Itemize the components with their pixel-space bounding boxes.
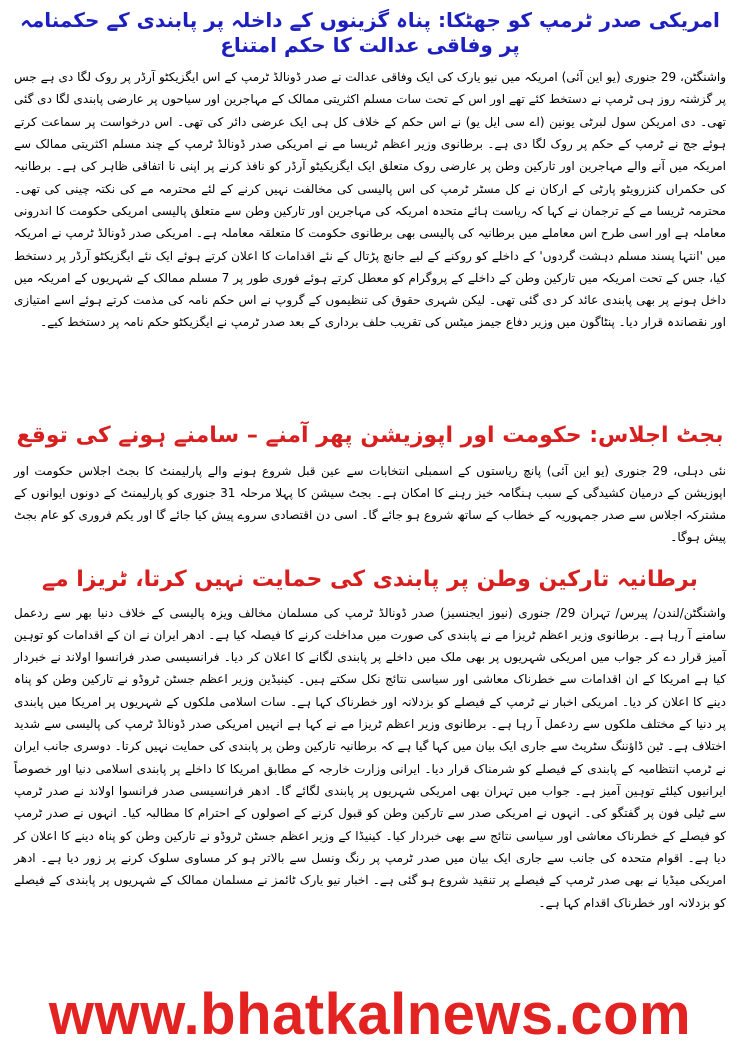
article-headline: بجٹ اجلاس: حکومت اور اپوزیشن پھر آمنے – سامنے ہونے کی توقع	[16, 423, 724, 448]
news-article-trump-court-stay	[0, 8, 740, 334]
article-headline: امریکی صدر ٹرمپ کو جھٹکا: پناہ گزینوں کے داخلہ پر پابندی کے حکمنامہ پر وفاقی عدالت کا حکم امتناع	[20, 8, 720, 57]
article-body: نئی دہلی، 29 جنوری (یو این آئی) پانچ ریاستوں کے اسمبلی انتخابات سے عین قبل شروع ہونے والے پارلیمنٹ کا بجٹ اجلاس حکومت اور اپوزیشن کے درمیان کشیدگی کے سبب ہنگامہ خیز رہنے کا امکان ہے۔ بجٹ سیشن کا پہلا مرحلہ 31 جنوری کو پارلیمنٹ کے دونوں ایوانوں کے مشترکہ اجلاس سے صدر جمہوریہ کے خطاب کے ساتھ شروع ہو جائے گا۔ اسی دن اقتصادی سروے پیش کیا جائے گا اور یکم فروری کو عام بجٹ پیش ہوگا۔	[14, 463, 726, 545]
article-body: واشنگٹن، 29 جنوری (یو این آئی) امریکہ میں نیو یارک کی ایک وفاقی عدالت نے صدر ڈونالڈ ٹرمپ کے اس ایگزیکٹو آرڈر پر روک لگا دی ہے جس پر گزشتہ روز ہی ٹرمپ نے دستخط کئے تھے اور اس کے تحت سات مسلم اکثریتی ممالک کے مہاجرین اور سیاحوں پر عارضی پابندی لگا دی گئی تھی۔ دی امریکن سول لبرٹی یونین (اے سی ایل یو) نے اس حکم کے خلاف کل ہی ایک عرضی دائر کی تھی۔ اس درخواست پر سماعت کرتے ہوئے جج نے ٹرمپ کے حکم پر روک لگا دی ہے۔ برطانوی وزیر اعظم ٹریسا مے نے امریکی صدر ڈونالڈ ٹرمپ کے چند مسلم اکثریتی ممالک سے امریکہ میں آنے والے مہاجرین اور تارکین وطن پر عارضی روک متعلق ایک ایگزیکیٹو آرڈر کو نافذ کرنے پر اپنی نا اتفاقی ظاہر کی ہے۔ برطانیہ کی حکمراں کنزرویٹو پارٹی کے ارکان نے کل مسٹر ٹرمپ کی اس پالیسی کی مخالفت نہیں کرنے کے لئے محترمہ مے کی نکتہ چینی کی تھی۔ محترمہ ٹریسا مے کے ترجمان نے کہا کہ ریاست ہائے متحدہ امریکہ کی مہاجرین اور تارکین وطن سے متعلق پالیسی امریکی حکومت کا اندرونی معاملہ ہے اور اسی طرح اس معاملے میں برطانیہ کی پالیسی بھی برطانوی حکومت کا متعلقہ معاملہ ہے۔ امریکی صدر ڈونالڈ ٹرمپ نے امریکہ میں 'انتہا پسند مسلم دہشت گردوں' کے داخلے کو روکنے کے لیے جانچ پڑتال کے نئے اقدامات کا اعلان کرتے ہوئے ایک نئے ایگزیکٹو آرڈر پر دستخط کیا، جس کے تحت امریکہ میں تارکین وطن کے داخلے کے پروگرام کو معطل کرتے ہوئے فوری طور پر 7 مسلم ممالک کے شہریوں کے امریکہ میں داخل ہونے پر بھی پابندی عائد کر دی گئی تھی۔ لیکن شہری حقوق کی تنظیموں کے گروپ نے اس حکم نامہ کی مذمت کرتے ہوئے اسے امتیازی اور نقصاندہ قرار دیا۔ پنٹاگون میں وزیر دفاع جیمز میٹس کی تقریب حلف برداری کے بعد صدر ٹرمپ نے ایگزیکٹو حکم نامہ پر دستخط کیے۔	[14, 70, 727, 330]
website-watermark: www.bhatkalnews.com	[48, 982, 692, 1047]
article-headline: برطانیہ تارکین وطن پر پابندی کی حمایت نہیں کرتا، ٹریزا مے	[42, 567, 698, 592]
news-article-budget-session	[0, 422, 740, 549]
article-body: واشنگٹن/لندن/ پیرس/ تہران 29/ جنوری (نیوز ایجنسیز) صدر ڈونالڈ ٹرمپ کی مسلمان مخالف ویزہ پالیسی کے خلاف دنیا بھر سے ردعمل سامنے آ رہا ہے۔ برطانوی وزیر اعظم ٹریزا مے نے پابندی کی صورت میں مداخلت کرنے کا فیصلہ کیا ہے۔ ادھر ایران نے ان کے اقدامات کو توہین آمیز قرار دے کر جواب میں امریکی شہریوں پر بھی ملک میں داخلے پر پابندی لگانے کا اعلان کر دیا۔ فرانسیسی صدر فرانسوا اولاند نے خبردار کیا ہے امریکا کے ان اقدامات سے خطرناک معاشی اور سیاسی نتائج نکل سکتے ہیں۔ کینیڈین وزیر اعظم جسٹن ٹروڈو نے تارکین وطن کو پناہ دینے کا اعلان کر دیا۔ امریکی اخبار نے ٹرمپ کے فیصلے کو بزدلانہ اور خطرناک کہا ہے۔ سات اسلامی ملکوں کے شہریوں پر امریکا میں پابندی پر دنیا کے مختلف ملکوں سے ردعمل آ رہا ہے۔ برطانوی وزیر اعظم ٹریزا مے نے کہا ہے انہیں امریکی صدر ڈونالڈ ٹرمپ کی پالیسی سے شدید اختلاف ہے۔ ٹین ڈاؤننگ سٹریٹ سے جاری ایک بیان میں کہا گیا ہے کہ برطانیہ تارکین وطن پر پابندی کی حمایت نہیں کرتا۔ دوسری جانب ایران نے ٹرمپ انتظامیہ کے پابندی کے فیصلے کو شرمناک قرار دیا۔ ایرانی وزارت خارجہ کے مطابق امریکا کا داخلے پر پابندی اسلامی دنیا اور خصوصاً ایرانیوں کیلئے توہین آمیز ہے۔ جواب میں تہران بھی امریکی شہریوں پر پابندی لگائے گا۔ ادھر فرانسیسی صدر فرانسوا اولاند نے صدر ٹرمپ سے ٹیلی فون پر گفتگو کی۔ انہوں نے امریکی صدر سے تارکین وطن کو قبول کرنے کے اصولوں کے احترام کا مطالبہ کیا۔ انہوں نے صدر ٹرمپ کو فیصلے کے خطرناک معاشی اور سیاسی نتائج سے بھی خبردار کیا۔ کینیڈا کے وزیر اعظم جسٹن ٹروڈو نے تارکین وطن کو پناہ دینے کا اعلان کر دیا ہے۔ اقوام متحدہ کی جانب سے جاری ایک بیان میں صدر ٹرمپ پر رنگ ونسل سے بالاتر ہو کر مساوی سلوک کرنے پر زور دیا ہے۔ ادھر امریکی میڈیا نے بھی صدر ٹرمپ کے فیصلے پر تنقید شروع ہو گئی ہے۔ اخبار نیو یارک ٹائمز نے مسلمان ممالک کے شہریوں پر پابندی کے فیصلے کو بزدلانہ اور خطرناک اقدام کہا ہے۔	[14, 605, 726, 910]
news-article-uk-theresa-may	[0, 566, 740, 914]
